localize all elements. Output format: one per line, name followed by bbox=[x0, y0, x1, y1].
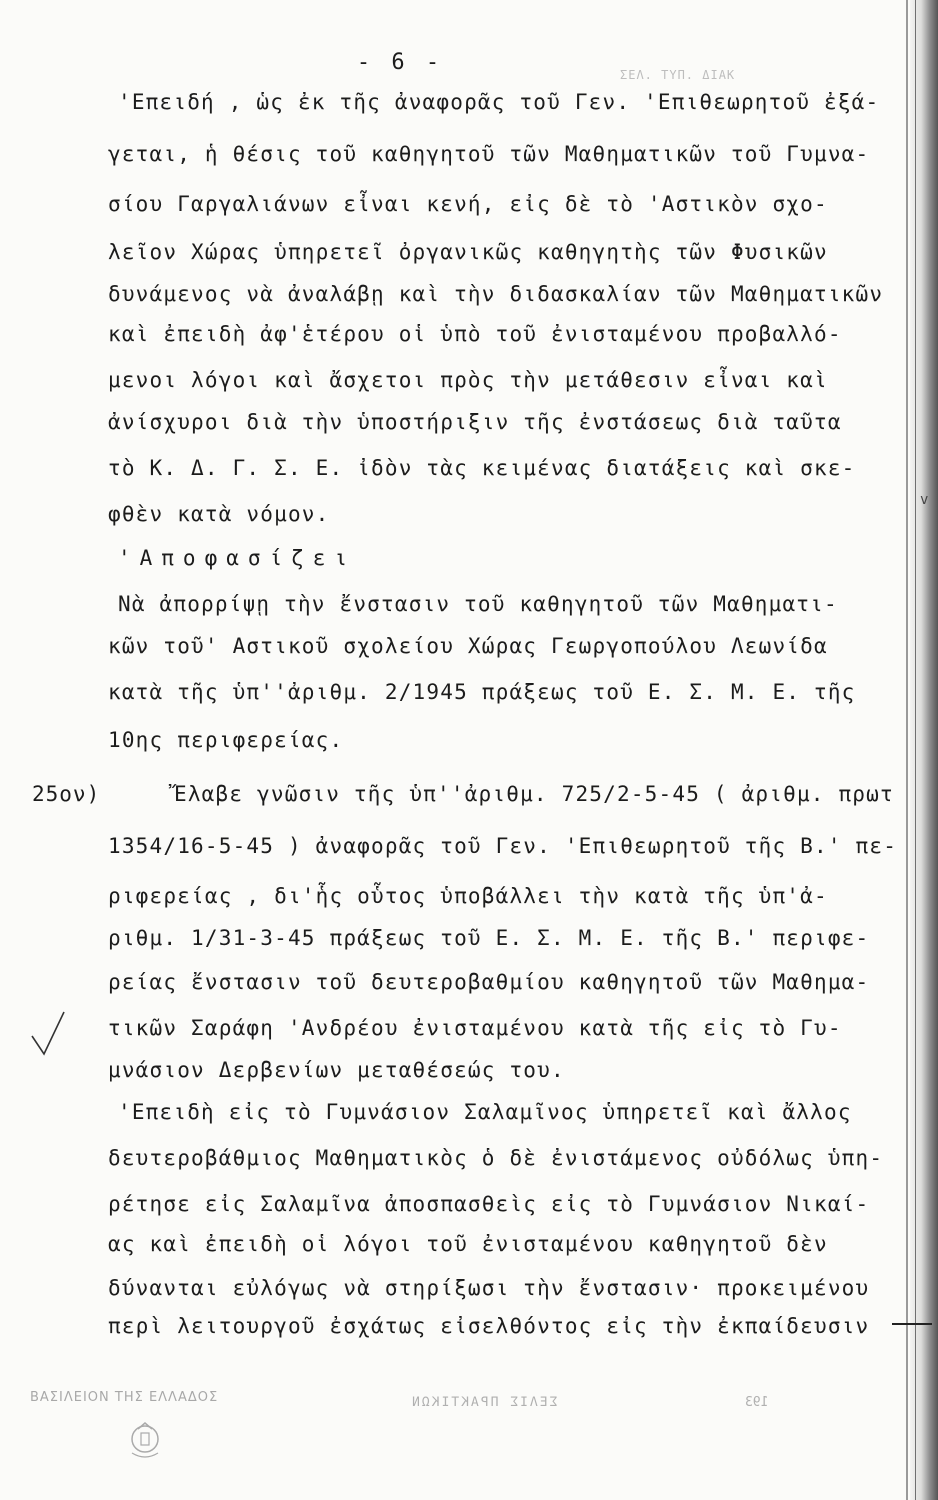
text-line: κατὰ τῆς ὑπ''ἀριθμ. 2/1945 πράξεως τοῦ Ε. Σ. Μ. Ε. τῆς bbox=[108, 680, 856, 704]
text-line: ας καὶ ἐπειδὴ οἱ λόγοι τοῦ ἐνισταμένου καθηγητοῦ δὲν bbox=[108, 1232, 828, 1256]
text-line: λεῖον Χώρας ὑπηρετεῖ ὀργανικῶς καθηγητὴς τῶν Φυσικῶν bbox=[108, 240, 828, 264]
text-line: περὶ λειτουργοῦ ἐσχάτως εἰσελθόντος εἰς τὴν ἐκπαίδευσιν bbox=[108, 1314, 870, 1338]
text-line: ριφερείας , δι'ἧς οὗτος ὑποβάλλει τὴν κατὰ τῆς ὑπ'ἀ- bbox=[108, 884, 828, 908]
text-line: Νὰ ἀπορρίψῃ τὴν ἔνστασιν τοῦ καθηγητοῦ τῶν Μαθηματι- bbox=[118, 592, 838, 616]
text-line: τὸ Κ. Δ. Γ. Σ. Ε. ἰδὸν τὰς κειμένας διατάξεις καὶ σκε- bbox=[108, 456, 856, 480]
text-line: κῶν τοῦ' Αστικοῦ σχολείου Χώρας Γεωργοπούλου Λεωνίδα bbox=[108, 634, 828, 658]
text-line: γεται, ἡ θέσις τοῦ καθηγητοῦ τῶν Μαθηματικῶν τοῦ Γυμνα- bbox=[108, 142, 870, 166]
coat-of-arms-icon bbox=[120, 1415, 170, 1465]
text-line: δυνάμενος νὰ ἀναλάβῃ καὶ τὴν διδασκαλίαν τῶν Μαθηματικῶν bbox=[108, 282, 884, 306]
item-number: 25ον) bbox=[32, 782, 101, 806]
text-line: ρέτησε εἰς Σαλαμῖνα ἀποσπασθεὶς εἰς τὸ Γυμνάσιον Νικαί- bbox=[108, 1192, 870, 1216]
continuation-dash bbox=[892, 1323, 932, 1325]
text-line: ἀνίσχυροι διὰ τὴν ὑποστήριξιν τῆς ἐνστάσεως διὰ ταῦτα bbox=[108, 410, 842, 434]
decision-heading: 'Αποφασίζει bbox=[118, 546, 357, 570]
text-line: τικῶν Σαράφη 'Ανδρέου ἐνισταμένου κατὰ τῆς εἰς τὸ Γυ- bbox=[108, 1016, 842, 1040]
text-line: καὶ ἐπειδὴ ἀφ'ἑτέρου οἱ ὑπὸ τοῦ ἐνισταμένου προβαλλό- bbox=[108, 322, 842, 346]
text-line: φθὲν κατὰ νόμον. bbox=[108, 502, 330, 526]
archive-stamp: ΒΑΣΙΛΕΙΟΝ ΤΗΣ ΕΛΛΑΔΟΣ bbox=[30, 1390, 219, 1405]
text-line: μνάσιον Δερβενίων μεταθέσεώς του. bbox=[108, 1058, 565, 1082]
bleed-through-footer: ΣΕΛΙΣ ΠΡΑΚΤΙΚΩΝ bbox=[410, 1395, 558, 1410]
text-line: ριθμ. 1/31-3-45 πράξεως τοῦ Ε. Σ. Μ. Ε. τῆς Β.' περιφε- bbox=[108, 926, 870, 950]
text-line: 1354/16-5-45 ) ἀναφορᾶς τοῦ Γεν. 'Επιθεωρητοῦ τῆς Β.' πε- bbox=[108, 834, 898, 858]
text-line: 'Επειδή , ὡς ἐκ τῆς ἀναφορᾶς τοῦ Γεν. 'Επιθεωρητοῦ ἐξά- bbox=[118, 90, 880, 114]
page-number: - 6 - bbox=[356, 50, 444, 75]
text-line: μενοι λόγοι καὶ ἄσχετοι πρὸς τὴν μετάθεσιν εἶναι καὶ bbox=[108, 368, 828, 392]
bleed-through-number: 193 bbox=[745, 1395, 769, 1410]
check-mark-icon bbox=[30, 1010, 70, 1060]
text-line: 'Επειδὴ εἰς τὸ Γυμνάσιον Σαλαμῖνος ὑπηρετεῖ καὶ ἄλλος bbox=[118, 1100, 852, 1124]
text-line: ρείας ἔνστασιν τοῦ δευτεροβαθμίου καθηγητοῦ τῶν Μαθημα- bbox=[108, 970, 870, 994]
bleed-through-header: ΣΕΛ. ΤΥΠ. ΔΙΑΚ bbox=[620, 68, 736, 82]
text-line: σίου Γαργαλιάνων εἶναι κενή, εἰς δὲ τὸ 'Αστικὸν σχο- bbox=[108, 192, 828, 216]
edge-rule bbox=[906, 0, 908, 1500]
text-line: δευτεροβάθμιος Μαθηματικὸς ὁ δὲ ἐνιστάμενος οὐδόλως ὑπη- bbox=[108, 1146, 884, 1170]
edge-rule-inner bbox=[915, 0, 916, 1500]
text-line: δύνανται εὐλόγως νὰ στηρίξωσι τὴν ἔνστασιν· προκειμένου bbox=[108, 1276, 870, 1300]
margin-mark: v bbox=[920, 492, 929, 508]
text-line: 10ης περιφερείας. bbox=[108, 728, 344, 752]
text-line: Ἔλαβε γνῶσιν τῆς ὑπ''ἀριθμ. 725/2-5-45 ( ἀριθμ. πρωτ bbox=[174, 782, 894, 806]
